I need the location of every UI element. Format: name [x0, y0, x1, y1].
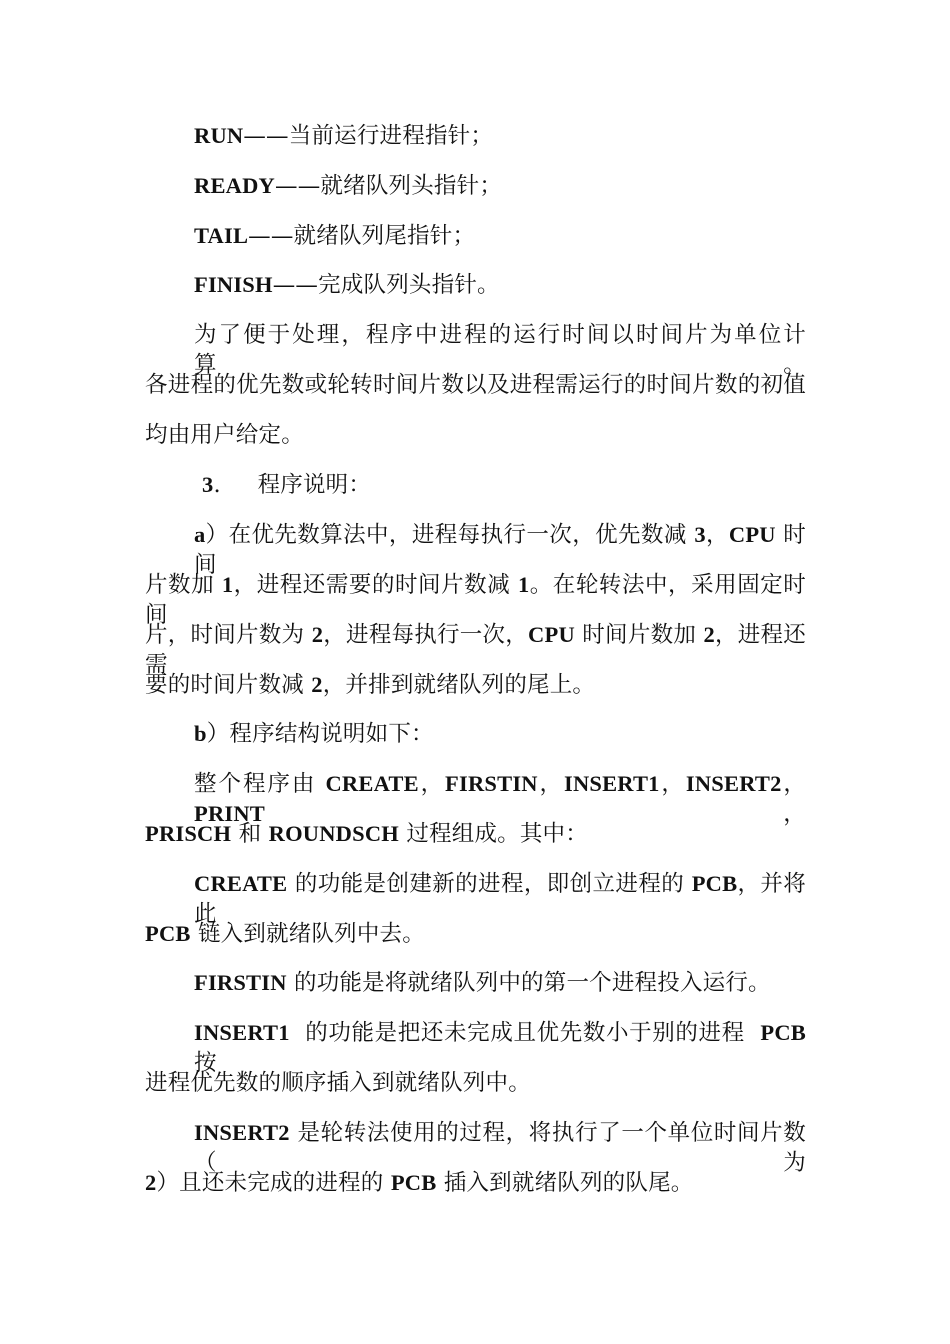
bold-term: READY: [194, 173, 276, 198]
bold-term: PRINT: [194, 801, 266, 826]
text-run: ，并将此: [194, 871, 806, 927]
text-run: ）程序结构说明如下：: [206, 721, 434, 747]
text-line: [194, 121, 493, 151]
text-run: 时间片数加: [574, 622, 704, 648]
text-line: [145, 370, 806, 400]
text-run: 片，时间片数为: [145, 622, 312, 648]
bold-term: PCB: [390, 1170, 437, 1195]
text-run: 各进程的优先数或轮转时间片数以及进程需运行的时间片数的初值: [145, 372, 806, 398]
bold-term: INSERT1: [563, 771, 660, 796]
text-run: 。在轮转法中，采用固定时间: [145, 572, 806, 628]
bold-term: 3: [694, 522, 706, 547]
text-run: 时间: [194, 522, 806, 578]
bold-term: PRISCH: [145, 821, 232, 846]
text-run: ，: [781, 771, 807, 797]
bold-term: CREATE: [194, 871, 288, 896]
text-line: [145, 919, 425, 949]
bold-term: ROUNDSCH: [268, 821, 399, 846]
bold-term: 2: [703, 622, 715, 647]
bold-term: PCB: [691, 871, 738, 896]
bold-term: RUN: [194, 123, 244, 148]
bold-term: INSERT1: [194, 1020, 290, 1045]
text-run: ——就绪队列头指针；: [275, 173, 503, 199]
bold-term: 2: [311, 672, 323, 697]
text-run: . 程序说明：: [213, 472, 372, 498]
bold-term: PCB: [760, 1020, 806, 1045]
bold-term: CREATE: [325, 771, 419, 796]
bold-term: INSERT2: [194, 1120, 290, 1145]
text-line: [145, 420, 304, 450]
text-run: ——就绪队列尾指针；: [248, 223, 476, 249]
text-run: ，: [537, 771, 564, 797]
bold-term: a: [194, 522, 206, 547]
bold-term: b: [194, 721, 207, 746]
text-line: [145, 1168, 693, 1198]
text-run: 整个程序由: [194, 771, 326, 797]
bold-term: 3: [202, 472, 214, 497]
text-run: 按: [194, 1020, 821, 1076]
text-line: [194, 270, 500, 300]
bold-term: CPU: [728, 522, 776, 547]
text-run: ——当前运行进程指针；: [243, 123, 494, 149]
text-run: 片数加: [145, 572, 222, 598]
text-line: [194, 221, 475, 251]
text-run: ，: [705, 522, 729, 548]
text-line: [194, 719, 434, 749]
text-run: ，进程还需: [145, 622, 806, 678]
text-run: 过程组成。其中：: [399, 821, 588, 847]
text-line: [145, 670, 595, 700]
text-run: 的功能是将就绪队列中的第一个进程投入运行。: [286, 970, 771, 996]
text-line: [145, 1068, 531, 1098]
bold-term: FINISH: [194, 272, 273, 297]
bold-term: 1: [221, 572, 234, 597]
bold-term: PCB: [145, 921, 191, 946]
text-run: 均由用户给定。: [145, 422, 304, 448]
bold-term: FIRSTIN: [194, 970, 287, 995]
text-run: 是轮转法使用的过程，将执行了一个单位时间片数（为: [194, 1120, 806, 1176]
text-run: ）在优先数算法中，进程每执行一次，优先数减: [205, 522, 695, 548]
bold-term: TAIL: [194, 223, 249, 248]
text-line: [194, 968, 771, 998]
text-line: [194, 171, 502, 201]
bold-term: INSERT2: [685, 771, 782, 796]
text-run: 为了便于处理，程序中进程的运行时间以时间片为单位计算。: [194, 322, 806, 378]
text-run: 插入到就绪队列的队尾。: [436, 1170, 694, 1196]
bold-term: 2: [311, 622, 324, 647]
section-heading: [202, 470, 371, 500]
text-run: ，并排到就绪队列的尾上。: [322, 672, 596, 698]
text-run: 链入到就绪队列中去。: [190, 921, 425, 947]
text-run: 要的时间片数减: [145, 672, 312, 698]
text-run: 和: [231, 821, 269, 847]
text-line: [145, 819, 588, 849]
text-run: ，进程每执行一次，: [323, 622, 529, 648]
text-run: 的功能是把还未完成且优先数小于别的进程: [289, 1020, 761, 1046]
text-run: ——完成队列头指针。: [272, 272, 500, 298]
text-run: 进程优先数的顺序插入到就绪队列中。: [145, 1070, 531, 1096]
text-run: ，进程还需要的时间片数减: [233, 572, 518, 598]
text-run: ，: [265, 801, 806, 827]
text-run: ，: [659, 771, 686, 797]
bold-term: FIRSTIN: [445, 771, 538, 796]
bold-term: 1: [517, 572, 530, 597]
text-run: 的功能是创建新的进程，即创立进程的: [287, 871, 692, 897]
text-run: ，: [418, 771, 446, 797]
bold-term: 2: [145, 1170, 157, 1195]
bold-term: CPU: [528, 622, 575, 647]
text-run: ）且还未完成的进程的: [156, 1170, 391, 1196]
